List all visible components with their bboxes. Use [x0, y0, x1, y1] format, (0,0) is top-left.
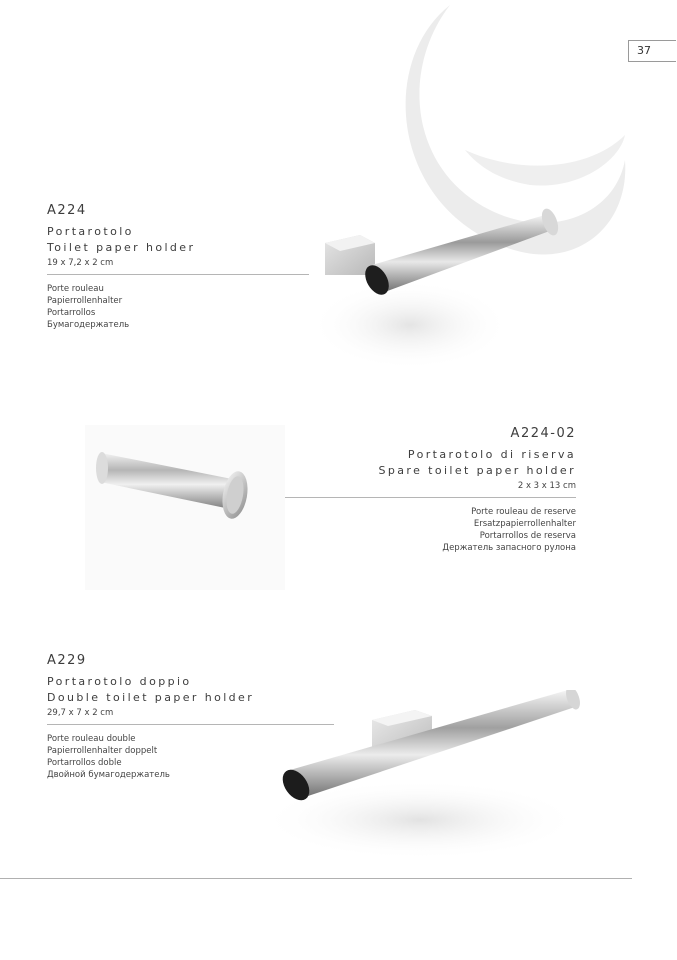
footer-divider — [0, 878, 632, 879]
translation-fr: Porte rouleau de reserve — [471, 507, 576, 517]
product-code: A224-02 — [510, 426, 576, 441]
product-dimensions: 29,7 x 7 x 2 cm — [47, 708, 114, 718]
product-code: A224 — [47, 203, 87, 218]
translation-es: Portarrollos de reserva — [479, 531, 576, 541]
translation-de: Papierrollenhalter doppelt — [47, 746, 158, 756]
translation-ru: Двойной бумагодержатель — [47, 770, 170, 780]
product-a224 — [47, 203, 309, 331]
translation-es: Portarrollos — [47, 308, 96, 318]
product-image-a224-02 — [85, 425, 285, 590]
product-name-italian: Portarotolo — [47, 225, 134, 238]
translation-ru: Держатель запасного рулона — [442, 543, 576, 553]
product-code: A229 — [47, 653, 87, 668]
divider — [47, 274, 309, 275]
translation-de: Ersatzpapierrollenhalter — [473, 519, 576, 529]
product-name-english: Double toilet paper holder — [47, 691, 255, 704]
product-name-italian: Portarotolo di riserva — [407, 448, 576, 461]
product-a224-02 — [285, 426, 576, 554]
product-name-italian: Portarotolo doppio — [47, 675, 192, 688]
product-dimensions: 19 x 7,2 x 2 cm — [47, 258, 114, 268]
product-image-a229 — [250, 690, 590, 865]
translation-ru: Бумагодержатель — [47, 320, 130, 330]
product-dimensions: 2 x 3 x 13 cm — [517, 481, 576, 491]
translation-fr: Porte rouleau — [47, 284, 104, 294]
translation-fr: Porte rouleau double — [47, 734, 136, 744]
divider — [285, 497, 576, 498]
product-name-english: Spare toilet paper holder — [378, 464, 576, 477]
translation-de: Papierrollenhalter — [47, 296, 123, 306]
translation-es: Portarrollos doble — [47, 758, 122, 768]
product-image-a224 — [300, 195, 570, 385]
product-name-english: Toilet paper holder — [47, 241, 196, 254]
page-number: 37 — [628, 40, 676, 62]
